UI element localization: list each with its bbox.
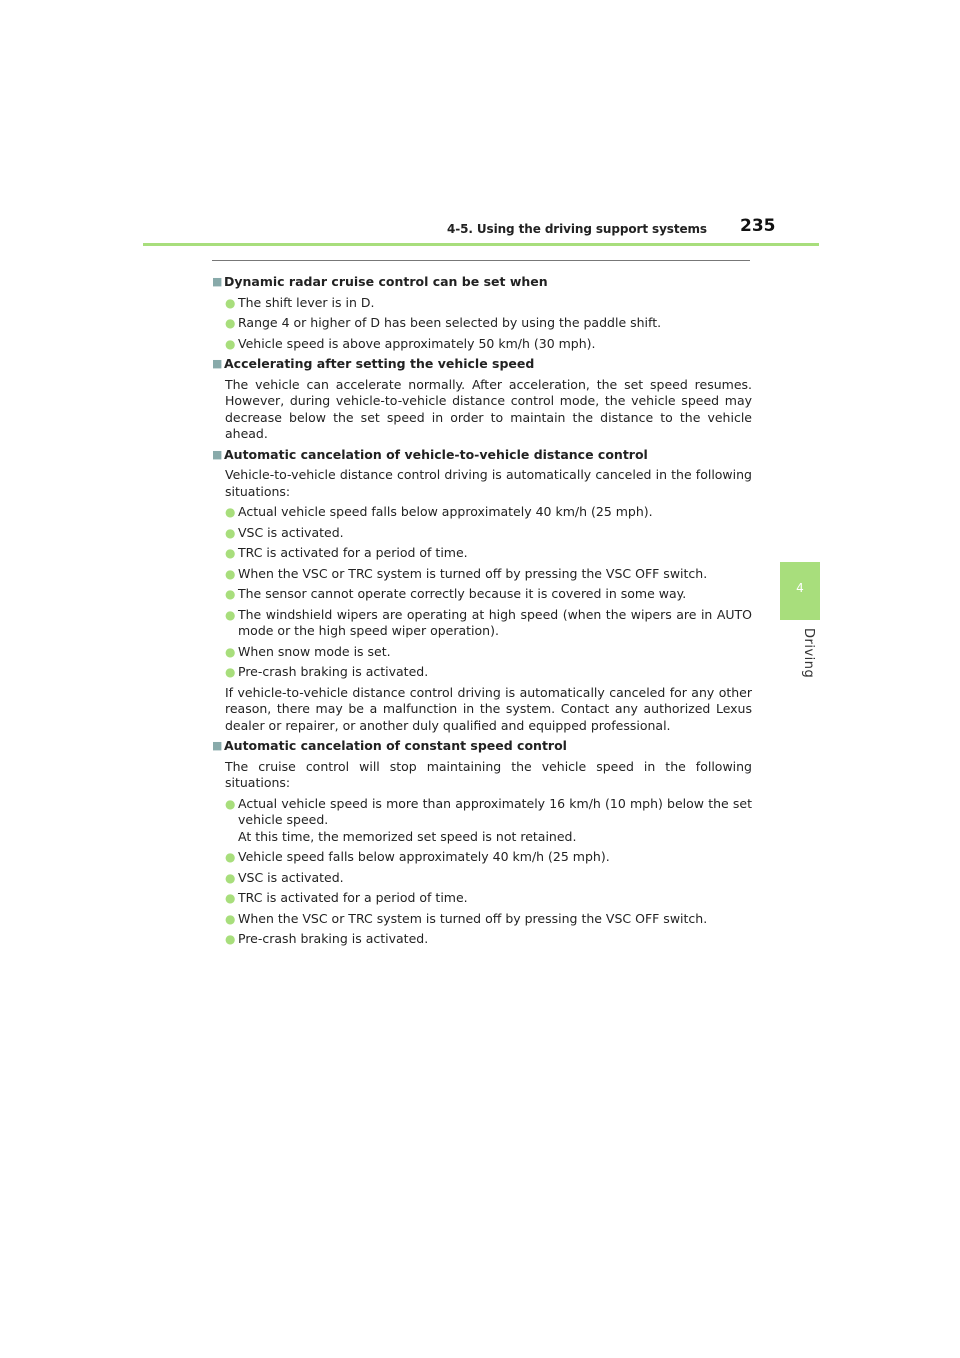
section — [212, 447, 752, 735]
chapter-tab[interactable] — [780, 562, 820, 620]
circle-bullet-icon: ● — [225, 911, 236, 926]
section-heading: ■ Automatic cancelation of constant speed control — [212, 738, 567, 753]
circle-bullet-icon: ● — [225, 796, 236, 811]
circle-bullet-icon: ● — [225, 546, 236, 560]
circle-bullet-icon: ● — [225, 665, 236, 679]
section-title: 4-5. Using the driving support systems — [447, 222, 707, 236]
circle-bullet-icon: ● — [225, 850, 236, 864]
list-item: ● Actual vehicle speed falls below approximately 40 km/h (25 mph). — [225, 504, 653, 519]
list-item: ● When snow mode is set. — [225, 643, 391, 659]
circle-bullet-icon: ● — [225, 607, 236, 622]
list-item: ● TRC is activated for a period of time. — [225, 545, 468, 560]
page-content — [212, 270, 752, 952]
chapter-label: Driving — [801, 628, 816, 679]
circle-bullet-icon: ● — [225, 566, 236, 581]
section — [212, 356, 752, 443]
list-item: ● VSC is activated. — [225, 524, 344, 540]
paragraph: Vehicle-to-vehicle distance control driving is automatically canceled in the following situations: — [225, 467, 752, 499]
square-bullet-icon: ■ — [212, 739, 223, 752]
circle-bullet-icon: ● — [225, 316, 236, 330]
square-bullet-icon: ■ — [212, 357, 223, 370]
section-heading: ■ Automatic cancelation of vehicle-to-vehicle distance control — [212, 446, 648, 462]
square-bullet-icon: ■ — [212, 275, 223, 288]
paragraph: The cruise control will stop maintaining the vehicle speed in the following situations: — [225, 758, 752, 790]
circle-bullet-icon: ● — [225, 525, 236, 540]
square-bullet-icon: ■ — [212, 447, 223, 461]
list-item: ● Pre-crash braking is activated. — [225, 931, 429, 946]
section — [212, 738, 752, 948]
section — [212, 274, 752, 352]
section-heading: ■ Accelerating after setting the vehicle speed — [212, 356, 535, 371]
list-item: ● When the VSC or TRC system is turned off by pressing the VSC OFF switch. — [225, 565, 708, 581]
list-item: ● The shift lever is in D. — [225, 294, 375, 310]
circle-bullet-icon: ● — [225, 644, 236, 659]
circle-bullet-icon: ● — [225, 505, 236, 519]
paragraph: The vehicle can accelerate normally. After acceleration, the set speed resumes. However, during vehicle-to-vehicle distance control mode, the vehicle speed may decrease below the set speed in order to maintain the distance to the vehicle ahead. — [225, 376, 752, 441]
list-item: ● Actual vehicle speed is more than approximately 16 km/h (10 mph) below the set vehicle speed. At this time, the memorized set speed is not retained. — [225, 795, 752, 844]
circle-bullet-icon: ● — [225, 870, 236, 885]
circle-bullet-icon: ● — [225, 891, 236, 905]
header-divider — [143, 243, 819, 246]
chapter-number: 4 — [796, 581, 804, 595]
list-item: ● When the VSC or TRC system is turned off by pressing the VSC OFF switch. — [225, 910, 708, 926]
list-item: ● Range 4 or higher of D has been selected by using the paddle shift. — [225, 315, 662, 330]
circle-bullet-icon: ● — [225, 932, 236, 946]
list-item: ● Pre-crash braking is activated. — [225, 664, 429, 679]
circle-bullet-icon: ● — [225, 587, 236, 601]
paragraph: If vehicle-to-vehicle distance control driving is automatically canceled for any other reason, there may be a malfunction in the system. Contact any authorized Lexus dealer or repairer, or another duly qualified and equipped professional. — [225, 684, 752, 733]
section-heading: ■ Dynamic radar cruise control can be set when — [212, 274, 548, 289]
content-divider — [212, 260, 750, 261]
list-item: ● The windshield wipers are operating at high speed (when the wipers are in AUTO mode or the high speed wiper operation). — [225, 606, 752, 638]
list-item: ● Vehicle speed falls below approximately 40 km/h (25 mph). — [225, 849, 610, 864]
list-item: ● VSC is activated. — [225, 869, 344, 885]
list-item: ● TRC is activated for a period of time. — [225, 890, 468, 905]
circle-bullet-icon: ● — [225, 295, 236, 310]
list-item: ● Vehicle speed is above approximately 50 km/h (30 mph). — [225, 335, 596, 351]
page-number: 235 — [740, 216, 776, 236]
list-item: ● The sensor cannot operate correctly because it is covered in some way. — [225, 586, 687, 601]
circle-bullet-icon: ● — [225, 336, 236, 351]
